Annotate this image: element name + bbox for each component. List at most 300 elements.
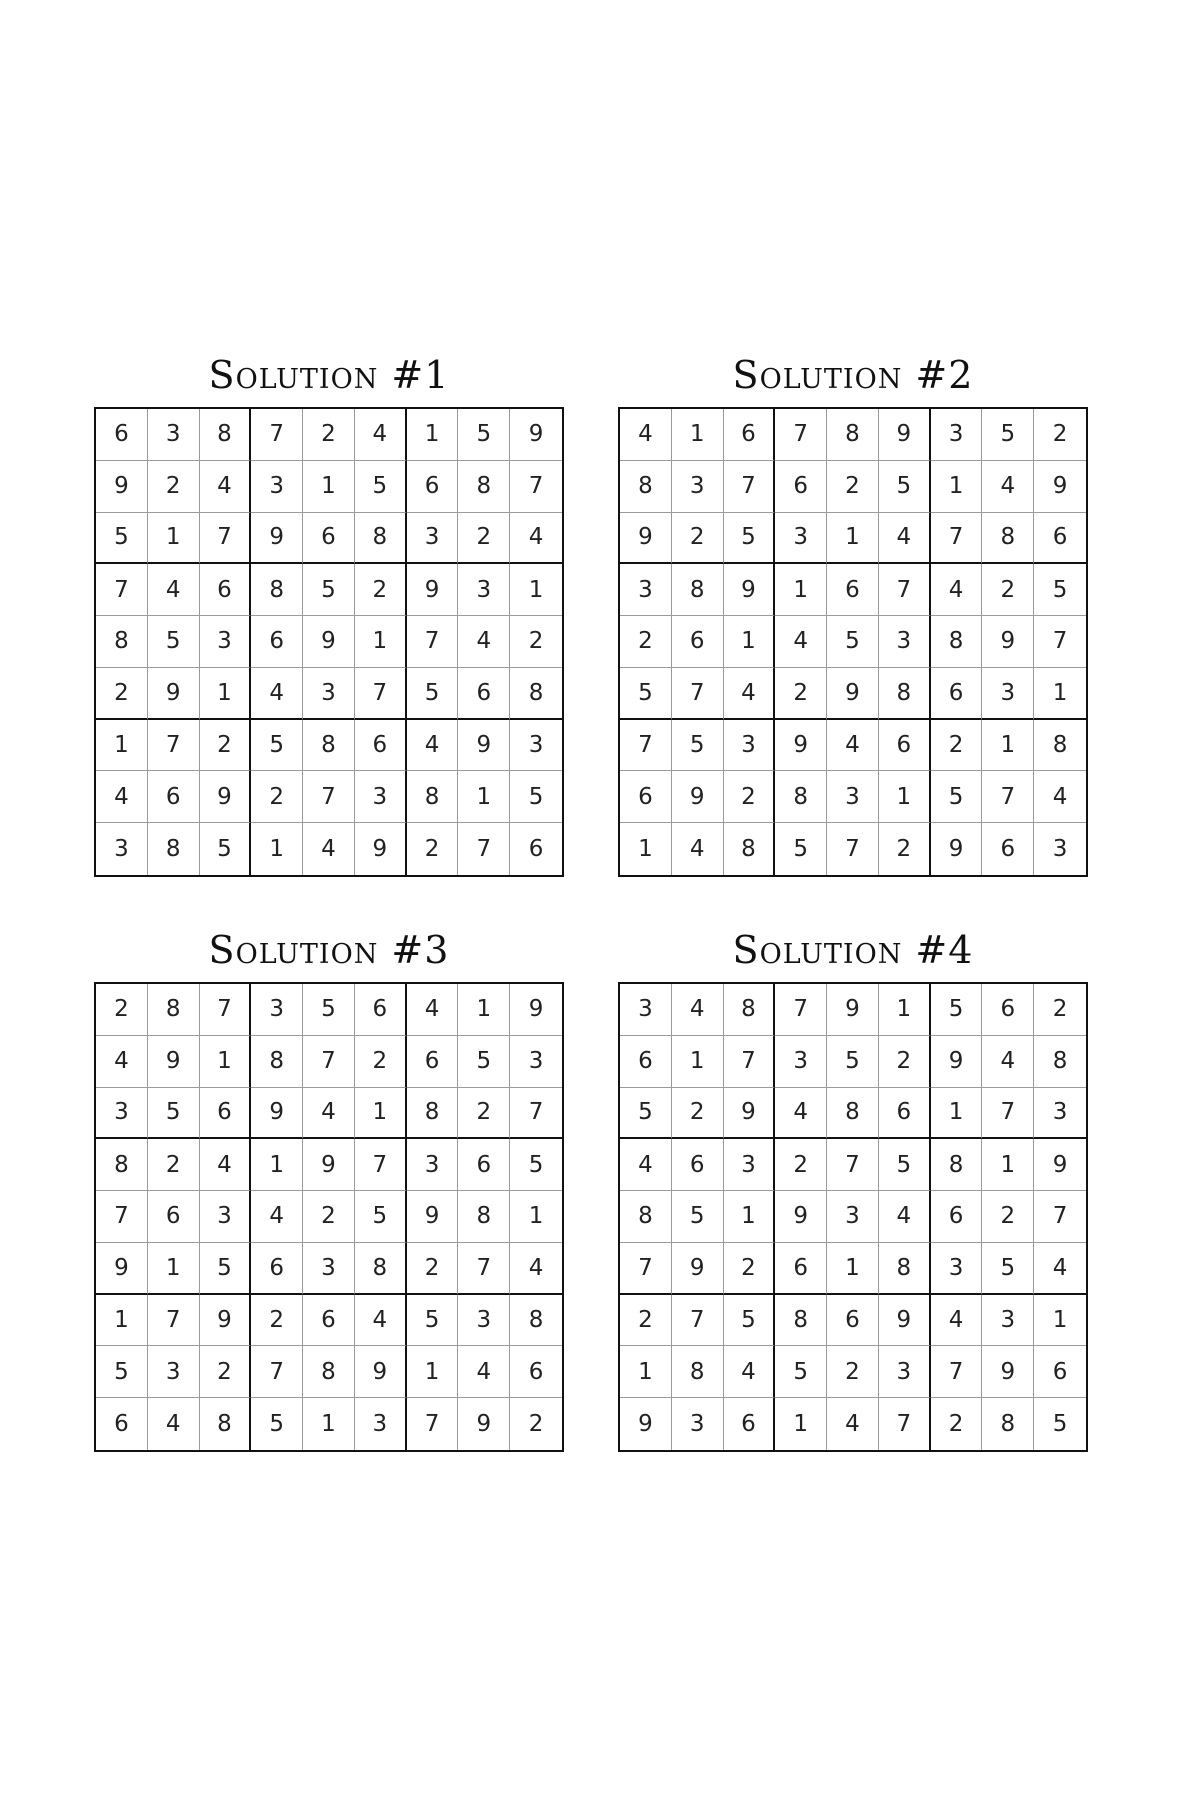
sudoku-cell: 9 [510,409,562,461]
sudoku-cell: 3 [827,771,879,823]
sudoku-cell: 2 [510,616,562,668]
sudoku-cell: 3 [982,1295,1034,1347]
sudoku-cell: 1 [148,513,200,565]
sudoku-cell: 7 [458,1243,510,1295]
sudoku-cell: 9 [1034,1139,1086,1191]
sudoku-cell: 7 [879,1398,931,1450]
sudoku-cell: 7 [148,720,200,772]
sudoku-cell: 3 [96,1088,148,1140]
sudoku-cell: 8 [879,668,931,720]
solution-1-title: Solution #1 [208,353,450,397]
sudoku-cell: 2 [827,461,879,513]
sudoku-cell: 7 [458,823,510,875]
sudoku-cell: 5 [775,1346,827,1398]
sudoku-cell: 9 [355,1346,407,1398]
sudoku-cell: 7 [303,771,355,823]
sudoku-cell: 2 [200,1346,252,1398]
sudoku-cell: 5 [931,984,983,1036]
sudoku-cell: 2 [251,771,303,823]
sudoku-cell: 1 [620,823,672,875]
sudoku-cell: 1 [96,1295,148,1347]
sudoku-cell: 7 [200,984,252,1036]
sudoku-grid-2 [618,407,1088,877]
sudoku-cell: 5 [458,1036,510,1088]
sudoku-cell: 1 [879,771,931,823]
sudoku-cell: 8 [982,1398,1034,1450]
sudoku-cell: 9 [672,771,724,823]
sudoku-cell: 6 [1034,513,1086,565]
sudoku-cell: 7 [620,720,672,772]
sudoku-cell: 3 [510,720,562,772]
sudoku-cell: 7 [355,668,407,720]
sudoku-cell: 9 [982,1346,1034,1398]
sudoku-cell: 3 [724,1139,776,1191]
sudoku-cell: 2 [96,984,148,1036]
sudoku-cell: 4 [620,409,672,461]
sudoku-cell: 4 [251,1191,303,1243]
sudoku-cell: 1 [931,1088,983,1140]
sudoku-cell: 1 [775,564,827,616]
sudoku-cell: 5 [355,1191,407,1243]
sudoku-cell: 3 [251,461,303,513]
sudoku-cell: 8 [931,1139,983,1191]
sudoku-cell: 4 [200,1139,252,1191]
sudoku-cell: 3 [827,1191,879,1243]
sudoku-cell: 5 [458,409,510,461]
sudoku-cell: 8 [96,1139,148,1191]
sudoku-cell: 2 [672,1088,724,1140]
sudoku-cell: 4 [407,720,459,772]
sudoku-cell: 2 [982,1191,1034,1243]
sudoku-cell: 4 [355,409,407,461]
sudoku-cell: 6 [620,1036,672,1088]
sudoku-cell: 6 [251,1243,303,1295]
sudoku-cell: 2 [407,823,459,875]
sudoku-cell: 8 [407,771,459,823]
sudoku-cell: 8 [458,1191,510,1243]
sudoku-cell: 7 [251,1346,303,1398]
sudoku-cell: 2 [982,564,1034,616]
sudoku-cell: 4 [458,616,510,668]
sudoku-cell: 1 [407,409,459,461]
sudoku-cell: 7 [724,461,776,513]
sudoku-cell: 2 [827,1346,879,1398]
sudoku-cell: 4 [407,984,459,1036]
sudoku-cell: 6 [96,1398,148,1450]
sudoku-cell: 1 [303,1398,355,1450]
sudoku-cell: 9 [355,823,407,875]
sudoku-cell: 3 [200,1191,252,1243]
sudoku-cell: 5 [200,1243,252,1295]
sudoku-cell: 7 [1034,616,1086,668]
sudoku-cell: 9 [148,668,200,720]
sudoku-cell: 1 [148,1243,200,1295]
sudoku-cell: 5 [96,1346,148,1398]
sudoku-cell: 4 [303,823,355,875]
sudoku-cell: 2 [458,1088,510,1140]
sudoku-cell: 1 [251,1139,303,1191]
sudoku-cell: 9 [96,461,148,513]
sudoku-cell: 3 [355,1398,407,1450]
sudoku-cell: 6 [458,1139,510,1191]
sudoku-cell: 8 [775,1295,827,1347]
sudoku-cell: 5 [303,564,355,616]
sudoku-cell: 7 [407,1398,459,1450]
sudoku-cell: 5 [982,409,1034,461]
sudoku-cell: 7 [1034,1191,1086,1243]
sudoku-cell: 6 [827,1295,879,1347]
sudoku-cell: 2 [355,564,407,616]
sudoku-cell: 7 [672,668,724,720]
sudoku-cell: 5 [724,1295,776,1347]
sudoku-cell: 6 [528,836,544,863]
sudoku-cell: 3 [355,771,407,823]
sudoku-cell: 6 [200,1088,252,1140]
sudoku-cell: 6 [510,1346,562,1398]
sudoku-cell: 5 [251,720,303,772]
sudoku-cell: 9 [303,1139,355,1191]
sudoku-cell: 6 [407,1036,459,1088]
sudoku-cell: 2 [303,409,355,461]
sudoku-cell: 4 [510,513,562,565]
sudoku-cell: 6 [672,616,724,668]
sudoku-cell: 4 [148,564,200,616]
sudoku-cell: 6 [148,771,200,823]
sudoku-cell: 1 [931,461,983,513]
sudoku-cell: 7 [982,1088,1034,1140]
sudoku-cell: 4 [148,1398,200,1450]
sudoku-cell: 1 [200,668,252,720]
sudoku-cell: 5 [879,461,931,513]
sudoku-cell: 8 [775,771,827,823]
sudoku-cell: 9 [200,1295,252,1347]
sudoku-cell: 6 [827,564,879,616]
sudoku-cell: 9 [775,1191,827,1243]
sudoku-cell: 8 [827,409,879,461]
sudoku-cell: 3 [1034,1088,1086,1140]
sudoku-cell: 5 [355,461,407,513]
sudoku-cell: 3 [982,668,1034,720]
solution-2-title: Solution #2 [732,353,974,397]
sudoku-cell: 8 [879,1243,931,1295]
sudoku-cell: 8 [724,984,776,1036]
sudoku-cell: 8 [148,984,200,1036]
sudoku-cell: 4 [1034,1243,1086,1295]
sudoku-cell: 7 [148,1295,200,1347]
sudoku-cell: 9 [827,668,879,720]
sudoku-cell: 6 [931,1191,983,1243]
sudoku-cell: 7 [775,984,827,1036]
sudoku-cell: 3 [879,1346,931,1398]
sudoku-cell: 1 [458,771,510,823]
sudoku-cell: 4 [672,984,724,1036]
sudoku-cell: 3 [724,720,776,772]
sudoku-cell: 6 [148,1191,200,1243]
sudoku-grid-1 [94,407,564,877]
sudoku-cell: 2 [775,668,827,720]
sudoku-cell: 4 [724,1346,776,1398]
sudoku-cell: 8 [303,1346,355,1398]
sudoku-cell: 7 [724,1036,776,1088]
sudoku-cell: 8 [510,668,562,720]
sudoku-cell: 8 [620,1191,672,1243]
sudoku-cell: 8 [148,823,200,875]
sudoku-cell: 3 [879,616,931,668]
sudoku-cell: 4 [879,513,931,565]
sudoku-cell: 5 [148,1088,200,1140]
sudoku-cell: 3 [407,1139,459,1191]
sudoku-cell: 8 [96,616,148,668]
sudoku-cell: 5 [96,513,148,565]
sudoku-cell: 6 [879,720,931,772]
sudoku-cell: 2 [458,513,510,565]
sudoku-cell: 6 [251,616,303,668]
sudoku-cell: 9 [879,409,931,461]
sudoku-cell: 3 [672,461,724,513]
sudoku-cell: 8 [982,513,1034,565]
sudoku-cell: 2 [528,1411,544,1438]
solution-3-title: Solution #3 [208,928,450,972]
sudoku-cell: 6 [724,1398,776,1450]
sudoku-cell: 4 [775,1088,827,1140]
sudoku-cell: 5 [879,1139,931,1191]
sudoku-cell: 4 [724,668,776,720]
sudoku-cell: 5 [407,668,459,720]
sudoku-cell: 7 [620,1243,672,1295]
sudoku-cell: 9 [458,720,510,772]
sudoku-cell: 6 [1034,1346,1086,1398]
sudoku-cell: 8 [200,409,252,461]
sudoku-cell: 5 [1052,1411,1068,1438]
sudoku-cell: 6 [303,1295,355,1347]
sudoku-cell: 9 [931,1036,983,1088]
sudoku-cell: 7 [407,616,459,668]
sudoku-cell: 2 [620,616,672,668]
sudoku-cell: 3 [1052,836,1068,863]
sudoku-cell: 1 [200,1036,252,1088]
sudoku-cell: 8 [251,564,303,616]
sudoku-cell: 8 [672,564,724,616]
sudoku-cell: 2 [775,1139,827,1191]
sudoku-cell: 2 [672,513,724,565]
sudoku-cell: 3 [620,984,672,1036]
sudoku-cell: 5 [620,1088,672,1140]
sudoku-cell: 9 [407,1191,459,1243]
sudoku-cell: 6 [458,668,510,720]
sudoku-cell: 7 [982,771,1034,823]
sudoku-cell: 1 [982,1139,1034,1191]
sudoku-cell: 8 [303,720,355,772]
sudoku-cell: 7 [355,1139,407,1191]
sudoku-cell: 2 [724,1243,776,1295]
sudoku-cell: 5 [148,616,200,668]
sudoku-cell: 7 [827,823,879,875]
sudoku-cell: 6 [200,564,252,616]
sudoku-cell: 4 [982,1036,1034,1088]
sudoku-cell: 3 [458,564,510,616]
sudoku-cell: 3 [458,1295,510,1347]
sudoku-cell: 2 [251,1295,303,1347]
sudoku-cell: 2 [931,1398,983,1450]
sudoku-cell: 9 [200,771,252,823]
sudoku-cell: 8 [200,1398,252,1450]
sudoku-cell: 9 [620,1398,672,1450]
sudoku-cell: 8 [1034,1036,1086,1088]
sudoku-cell: 3 [251,984,303,1036]
sudoku-cell: 9 [510,984,562,1036]
sudoku-cell: 7 [251,409,303,461]
sudoku-cell: 2 [407,1243,459,1295]
sudoku-cell: 3 [303,668,355,720]
sudoku-cell: 5 [827,1036,879,1088]
sudoku-cell: 7 [303,1036,355,1088]
sudoku-cell: 8 [251,1036,303,1088]
sudoku-cell: 6 [96,409,148,461]
sudoku-cell: 1 [407,1346,459,1398]
sudoku-cell: 4 [510,1243,562,1295]
sudoku-cell: 1 [510,1191,562,1243]
sudoku-cell: 9 [96,1243,148,1295]
sudoku-cell: 1 [96,720,148,772]
sudoku-cell: 2 [879,1036,931,1088]
sudoku-cell: 8 [355,513,407,565]
sudoku-cell: 8 [724,823,776,875]
sudoku-cell: 1 [251,823,303,875]
sudoku-cell: 3 [672,1398,724,1450]
sudoku-cell: 7 [96,564,148,616]
sudoku-cell: 9 [775,720,827,772]
sudoku-grid-4 [618,982,1088,1452]
sudoku-cell: 8 [620,461,672,513]
sudoku-cell: 2 [148,461,200,513]
sudoku-cell: 3 [148,409,200,461]
sudoku-cell: 5 [672,720,724,772]
sudoku-cell: 4 [200,461,252,513]
sudoku-cell: 4 [620,1139,672,1191]
sudoku-cell: 7 [775,409,827,461]
sudoku-cell: 7 [827,1139,879,1191]
sudoku-cell: 4 [251,668,303,720]
sudoku-cell: 3 [510,1036,562,1088]
sudoku-cell: 6 [775,461,827,513]
sudoku-cell: 5 [1034,564,1086,616]
sudoku-cell: 1 [982,720,1034,772]
sudoku-cell: 1 [724,616,776,668]
sudoku-cell: 1 [1034,1295,1086,1347]
sudoku-cell: 3 [96,823,148,875]
sudoku-cell: 2 [620,1295,672,1347]
sudoku-cell: 1 [672,1036,724,1088]
sudoku-cell: 4 [982,461,1034,513]
sudoku-cell: 7 [510,1088,562,1140]
sudoku-cell: 9 [620,513,672,565]
sudoku-cell: 9 [303,616,355,668]
sudoku-cell: 1 [724,1191,776,1243]
sudoku-cell: 4 [931,564,983,616]
sudoku-cell: 8 [510,1295,562,1347]
sudoku-cell: 3 [303,1243,355,1295]
sudoku-cell: 3 [931,409,983,461]
sudoku-cell: 5 [931,771,983,823]
sudoku-cell: 4 [355,1295,407,1347]
sudoku-cell: 2 [1034,409,1086,461]
sudoku-cell: 3 [200,616,252,668]
sudoku-cell: 5 [200,823,252,875]
sudoku-cell: 3 [931,1243,983,1295]
sudoku-cell: 6 [620,771,672,823]
sudoku-cell: 6 [775,1243,827,1295]
sudoku-cell: 6 [355,720,407,772]
sudoku-cell: 9 [458,1398,510,1450]
sudoku-cell: 9 [148,1036,200,1088]
sudoku-cell: 3 [775,1036,827,1088]
sudoku-cell: 7 [200,513,252,565]
sudoku-cell: 3 [775,513,827,565]
sudoku-cell: 6 [303,513,355,565]
sudoku-cell: 9 [827,984,879,1036]
sudoku-cell: 9 [931,823,983,875]
sudoku-cell: 8 [1034,720,1086,772]
sudoku-cell: 1 [672,409,724,461]
sudoku-cell: 8 [355,1243,407,1295]
sudoku-cell: 1 [355,616,407,668]
sudoku-cell: 4 [1034,771,1086,823]
sudoku-cell: 1 [510,564,562,616]
sudoku-cell: 9 [724,1088,776,1140]
sudoku-cell: 8 [827,1088,879,1140]
sudoku-cell: 6 [407,461,459,513]
sudoku-cell: 6 [982,823,1034,875]
sudoku-cell: 6 [672,1139,724,1191]
sudoku-cell: 8 [407,1088,459,1140]
sudoku-cell: 2 [200,720,252,772]
sudoku-cell: 8 [458,461,510,513]
sudoku-cell: 5 [672,1191,724,1243]
sudoku-cell: 1 [620,1346,672,1398]
solution-4-title: Solution #4 [732,928,974,972]
sudoku-cell: 9 [672,1243,724,1295]
sudoku-cell: 5 [775,823,827,875]
sudoku-cell: 1 [775,1398,827,1450]
sudoku-cell: 8 [672,1346,724,1398]
sudoku-cell: 2 [931,720,983,772]
sudoku-cell: 7 [672,1295,724,1347]
sudoku-cell: 5 [251,1398,303,1450]
sudoku-cell: 2 [303,1191,355,1243]
sudoku-cell: 5 [620,668,672,720]
sudoku-cell: 4 [303,1088,355,1140]
sudoku-cell: 2 [355,1036,407,1088]
sudoku-cell: 1 [879,984,931,1036]
sudoku-cell: 7 [510,461,562,513]
sudoku-cell: 2 [148,1139,200,1191]
sudoku-cell: 1 [458,984,510,1036]
sudoku-cell: 7 [931,513,983,565]
sudoku-cell: 6 [931,668,983,720]
sudoku-cell: 4 [879,1191,931,1243]
sudoku-cell: 9 [251,513,303,565]
sudoku-cell: 4 [931,1295,983,1347]
sudoku-cell: 2 [879,823,931,875]
sudoku-cell: 7 [96,1191,148,1243]
sudoku-cell: 5 [724,513,776,565]
sudoku-cell: 5 [510,771,562,823]
sudoku-cell: 9 [251,1088,303,1140]
sudoku-cell: 4 [827,1398,879,1450]
sudoku-cell: 4 [458,1346,510,1398]
sudoku-cell: 2 [1034,984,1086,1036]
sudoku-cell: 9 [879,1295,931,1347]
